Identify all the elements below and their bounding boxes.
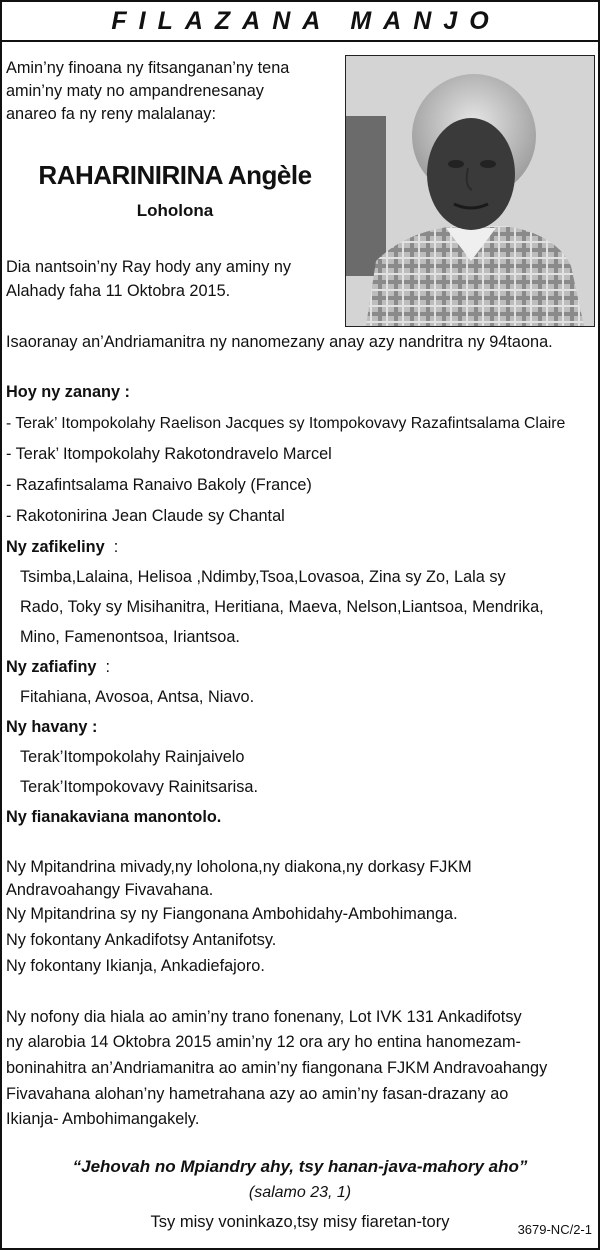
church-line-2: Andravoahangy Fivavahana.: [6, 881, 214, 899]
great-grandchildren-colon: :: [105, 658, 111, 676]
deceased-name: RAHARINIRINA Angèle: [38, 160, 312, 190]
church-line-5: Ny fokontany Ikianja, Ankadiefajoro.: [6, 957, 265, 975]
header-title: FILAZANA MANJO: [111, 6, 501, 35]
intro-line-1: Amin’ny finoana ny fitsanganan’ny tena: [6, 59, 290, 77]
notice-code: 3679-NC/2-1: [517, 1222, 592, 1237]
great-grandchildren-label: Ny zafiafiny: [6, 658, 97, 676]
deceased-title: Loholona: [136, 201, 214, 220]
relatives-label: Ny havany :: [6, 718, 98, 736]
church-line-4: Ny fokontany Ankadifotsy Antanifotsy.: [6, 931, 277, 949]
extended-family: Ny fianakaviana manontolo.: [6, 808, 222, 826]
funeral-line-3: boninahitra an’Andriamanitra ao amin’ny fiangonana FJKM Andravoahangy: [6, 1059, 548, 1077]
bible-quote: “Jehovah no Mpiandry ahy, tsy hanan-java-mahory aho”: [72, 1157, 528, 1176]
death-notice-line-1: Dia nantsoin’ny Ray hody any aminy ny: [6, 258, 292, 276]
portrait-photo: [345, 55, 595, 327]
child-item: - Terak’ Itompokolahy Raelison Jacques sy Itompokovavy Razafintsalama Claire: [6, 415, 566, 432]
thanks-text: Isaoranay an’Andriamanitra ny nanomezany anay azy nandritra ny 94taona.: [6, 333, 553, 351]
child-item: - Rakotonirina Jean Claude sy Chantal: [6, 507, 285, 525]
portrait-illustration: [346, 56, 594, 326]
child-item: - Terak’ Itompokolahy Rakotondravelo Marcel: [6, 445, 332, 463]
great-grandchildren-text: Fitahiana, Avosoa, Antsa, Niavo.: [20, 688, 255, 706]
grandchildren-line-2: Rado, Toky sy Misihanitra, Heritiana, Maeva, Nelson,Liantsoa, Mendrika,: [20, 598, 544, 616]
great-grandchildren-heading: [6, 656, 110, 679]
grandchildren-line-3: Mino, Famenontsoa, Iriantsoa.: [20, 628, 240, 646]
death-notice-line-2: Alahady faha 11 Oktobra 2015.: [6, 282, 231, 300]
church-line-1: Ny Mpitandrina mivady,ny loholona,ny diakona,ny dorkasy FJKM: [6, 858, 472, 876]
grandchildren-label: Ny zafikeliny: [6, 538, 105, 556]
funeral-line-1: Ny nofony dia hiala ao amin’ny trano fonenany, Lot IVK 131 Ankadifotsy: [6, 1008, 522, 1026]
relative-item: Terak’Itompokolahy Rainjaivelo: [20, 748, 245, 766]
grandchildren-heading: [6, 536, 118, 559]
grandchildren-colon: :: [113, 538, 119, 556]
relative-item: Terak’Itompokovavy Rainitsarisa.: [20, 778, 258, 796]
funeral-line-5: Ikianja- Ambohimangakely.: [6, 1110, 200, 1128]
children-label: Hoy ny zanany :: [6, 383, 130, 401]
bible-reference: (salamo 23, 1): [248, 1184, 352, 1201]
funeral-line-4: Fivavahana alohan’ny hametrahana azy ao amin’ny fasan-drazany ao: [6, 1085, 509, 1103]
intro-line-2: amin’ny maty no ampandrenesanay: [6, 82, 264, 100]
funeral-line-2: ny alarobia 14 Oktobra 2015 amin’ny 12 ora ary ho entina hanomezam-: [6, 1033, 521, 1051]
closing-note: Tsy misy voninkazo,tsy misy fiaretan-tory: [150, 1213, 450, 1231]
grandchildren-line-1: Tsimba,Lalaina, Helisoa ,Ndimby,Tsoa,Lovasoa, Zina sy Zo, Lala sy: [20, 568, 506, 586]
church-line-3: Ny Mpitandrina sy ny Fiangonana Ambohidahy-Ambohimanga.: [6, 905, 458, 923]
child-item: - Razafintsalama Ranaivo Bakoly (France): [6, 476, 312, 494]
notice-header: [2, 2, 598, 42]
intro-line-3: anareo fa ny reny malalanay:: [6, 105, 216, 123]
